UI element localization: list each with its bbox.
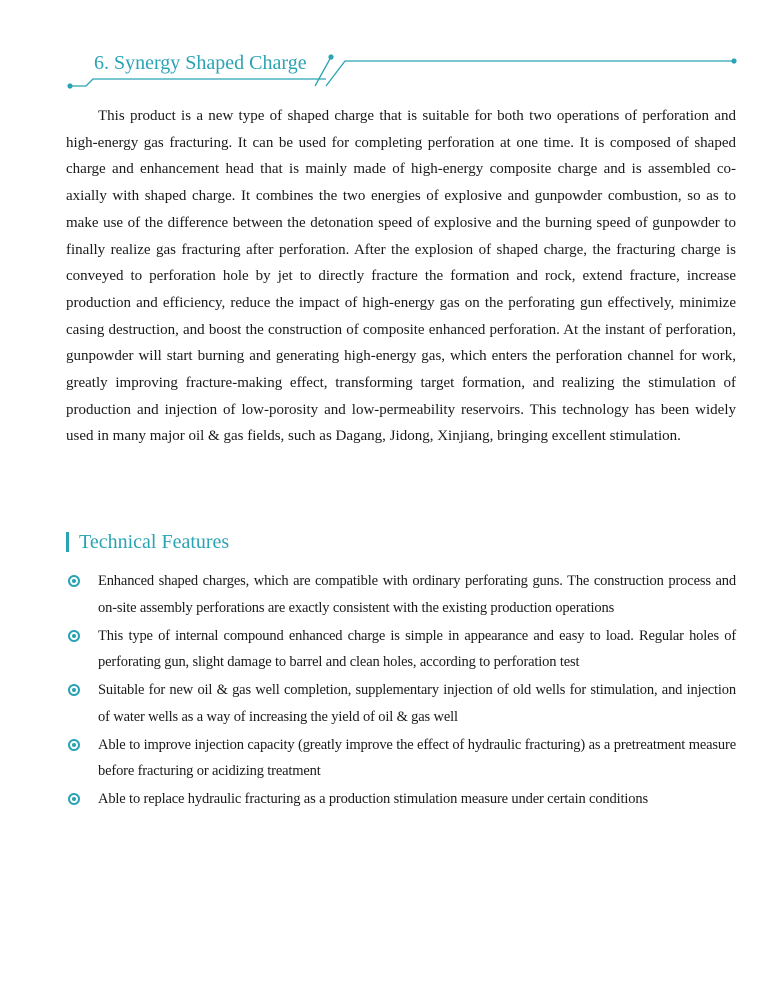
heading-accent-bar [66,532,69,552]
list-item [66,568,736,621]
list-item [66,623,736,676]
double-circle-bullet-icon [68,739,80,751]
intro-paragraph: This product is a new type of shaped charge that is suitable for both two operations of perforation and high-energy gas fracturing. It can be used for completing perforation at one time. It is composed of shaped charge and enhancement head that is mainly made of high-energy composite charge and is assembled co-axially with shaped charge. It combines the two energies of explosive and gunpowder combustion, so as to make use of the difference between the detonation speed of explosive and the burning speed of gunpowder to finally realize gas fracturing after perforation. After the explosion of shaped charge, the fracturing charge is conveyed to perforation hole by jet to directly fracture the formation and rock, extend fracture, increase production and efficiency, reduce the impact of high-energy gas on the perforating gun effectively, minimize casing destruction, and boost the construction of composite enhanced perforation. At the instant of perforation, gunpowder will start burning and generating high-energy gas, which enters the perforation channel for work, greatly improving fracture-making effect, transforming target formation, and realizing the stimulation of production and injection of low-porosity and low-permeability reservoirs. This technology has been widely used in many major oil & gas fields, such as Dagang, Jidong, Xinjiang, bringing excellent stimulation. [66,108,736,445]
feature-text: Able to improve injection capacity (greatly improve the effect of hydraulic fracturing) as a pretreatment measure before fracturing or acidizing treatment [98,736,736,779]
features-heading-text: Technical Features [79,531,230,553]
features-heading [66,528,229,556]
feature-list [66,568,736,814]
double-circle-bullet-icon [68,793,80,805]
feature-text: This type of internal compound enhanced charge is simple in appearance and easy to load. Regular holes of perforating gun, slight damage to barrel and clean holes, according to perforation test [98,627,736,670]
feature-text: Suitable for new oil & gas well completion, supplementary injection of old wells for stimulation, and injection of water wells as a way of increasing the yield of oil & gas well [98,682,736,725]
section-title: 6. Synergy Shaped Charge [94,52,307,74]
feature-text: Able to replace hydraulic fracturing as a production stimulation measure under certain conditions [98,791,648,807]
section-header [0,0,768,100]
list-item [66,786,736,813]
feature-text: Enhanced shaped charges, which are compatible with ordinary perforating guns. The construction process and on-site assembly perforations are exactly consistent with the existing production operations [98,573,736,616]
double-circle-bullet-icon [68,630,80,642]
list-item [66,732,736,785]
list-item [66,677,736,730]
double-circle-bullet-icon [68,684,80,696]
double-circle-bullet-icon [68,575,80,587]
